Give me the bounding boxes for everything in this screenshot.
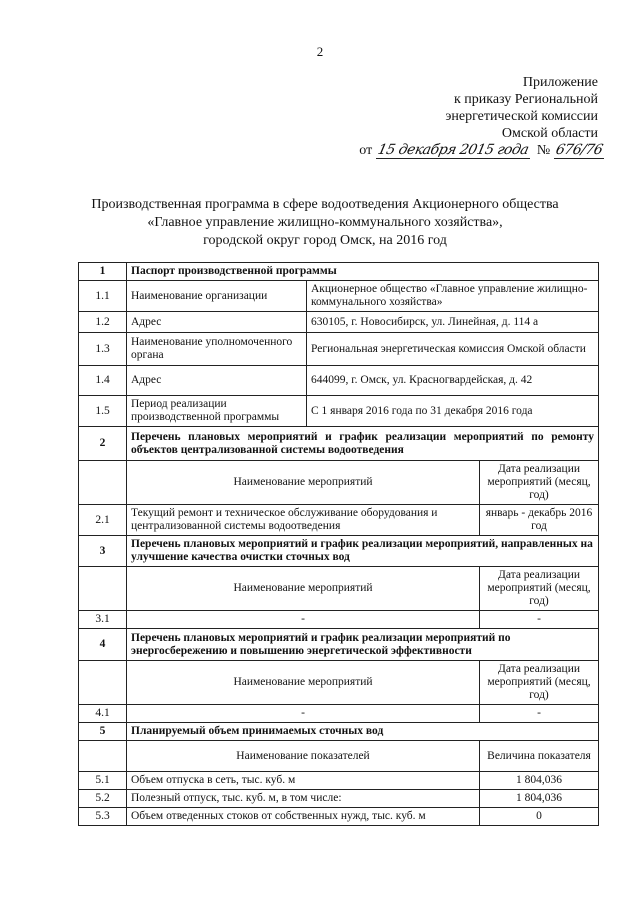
column-header-date: Дата реализации мероприятий (месяц, год) (480, 461, 599, 505)
row-label: Адрес (127, 312, 307, 333)
row-date: - (480, 611, 599, 629)
handwritten-number: 676/76 (554, 142, 604, 158)
section-title: Планируемый объем принимаемых сточных вод (127, 723, 599, 741)
row-value: 644099, г. Омск, ул. Красногвардейская, д. 42 (307, 366, 599, 396)
row-number: 4.1 (79, 705, 127, 723)
column-header-date: Дата реализации мероприятий (месяц, год) (480, 567, 599, 611)
section-title: Перечень плановых мероприятий и график реализации мероприятий по ремонту объектов централизованной системы водоотведения (127, 427, 599, 461)
table-row (79, 333, 599, 366)
row-number: 1.4 (79, 366, 127, 396)
row-number: 3.1 (79, 611, 127, 629)
column-header-name: Наименование мероприятий (127, 461, 480, 505)
order-date-line (359, 142, 604, 159)
row-value: 1 804,036 (480, 772, 599, 790)
row-value: Акционерное общество «Главное управление жилищно-коммунального хозяйства» (307, 281, 599, 312)
table-column-header (79, 567, 599, 611)
title-line: городской округ город Омск, на 2016 год (203, 233, 447, 248)
row-value: Региональная энергетическая комиссия Омской области (307, 333, 599, 366)
row-value: С 1 января 2016 года по 31 декабря 2016 года (307, 396, 599, 427)
row-date: январь - декабрь 2016 год (480, 505, 599, 536)
row-date: - (480, 705, 599, 723)
row-label: Период реализации производственной программы (127, 396, 307, 427)
row-number: 1.5 (79, 396, 127, 427)
document-title (60, 196, 590, 250)
table-row (79, 808, 599, 826)
table-row (79, 281, 599, 312)
row-label: Наименование уполномоченного органа (127, 333, 307, 366)
row-name: Объем отпуска в сеть, тыс. куб. м (127, 772, 480, 790)
row-name: - (127, 611, 480, 629)
row-number: 1.2 (79, 312, 127, 333)
section-title: Паспорт производственной программы (127, 263, 599, 281)
title-line: «Главное управление жилищно-коммунального хозяйства», (147, 215, 503, 230)
row-label: Наименование организации (127, 281, 307, 312)
table-row (79, 705, 599, 723)
appendix-line: к приказу Региональной (453, 92, 598, 107)
section-header (79, 536, 599, 567)
page-number: 2 (316, 44, 324, 59)
table-row (79, 790, 599, 808)
row-value: 0 (480, 808, 599, 826)
section-title: Перечень плановых мероприятий и график реализации мероприятий, направленных на улучшение качества очистки сточных вод (127, 536, 599, 567)
row-number: 5.1 (79, 772, 127, 790)
row-number: 5.2 (79, 790, 127, 808)
handwritten-date: 15 декабря 2015 года (376, 142, 530, 158)
section-title: Перечень плановых мероприятий и график реализации мероприятий по энергосбережению и повышению энергетической эффективности (127, 629, 599, 661)
row-number: 1.1 (79, 281, 127, 312)
table-row (79, 505, 599, 536)
table-row (79, 772, 599, 790)
title-line: Производственная программа в сфере водоотведения Акционерного общества (91, 197, 559, 212)
table-column-header (79, 741, 599, 772)
row-value: 630105, г. Новосибирск, ул. Линейная, д. 114 а (307, 312, 599, 333)
row-name: - (127, 705, 480, 723)
table-row (79, 312, 599, 333)
number-label: № (536, 143, 551, 158)
from-label: от (359, 143, 373, 158)
column-header-name: Наименование показателей (127, 741, 480, 772)
section-number: 2 (79, 427, 127, 461)
column-header-value: Величина показателя (480, 741, 599, 772)
row-label: Адрес (127, 366, 307, 396)
appendix-line: Приложение (522, 75, 598, 90)
section-number: 3 (79, 536, 127, 567)
program-table (78, 262, 599, 826)
row-number: 5.3 (79, 808, 127, 826)
row-number: 1.3 (79, 333, 127, 366)
section-header (79, 629, 599, 661)
section-header (79, 427, 599, 461)
appendix-line: энергетической комиссии (445, 109, 598, 124)
row-number: 2.1 (79, 505, 127, 536)
row-name: Объем отведенных стоков от собственных нужд, тыс. куб. м (127, 808, 480, 826)
column-header-date: Дата реализации мероприятий (месяц, год) (480, 661, 599, 705)
row-name: Текущий ремонт и техническое обслуживание оборудования и централизованной системы водоотведения (127, 505, 480, 536)
appendix-line: Омской области (501, 126, 598, 141)
section-header (79, 723, 599, 741)
column-header-name: Наименование мероприятий (127, 567, 480, 611)
table-column-header (79, 461, 599, 505)
table-column-header (79, 661, 599, 705)
section-header (79, 263, 599, 281)
row-value: 1 804,036 (480, 790, 599, 808)
table-row (79, 396, 599, 427)
table-row (79, 366, 599, 396)
table-row (79, 611, 599, 629)
column-header-name: Наименование мероприятий (127, 661, 480, 705)
appendix-block (445, 74, 598, 142)
section-number: 4 (79, 629, 127, 661)
section-number: 5 (79, 723, 127, 741)
row-name: Полезный отпуск, тыс. куб. м, в том числе: (127, 790, 480, 808)
section-number: 1 (79, 263, 127, 281)
